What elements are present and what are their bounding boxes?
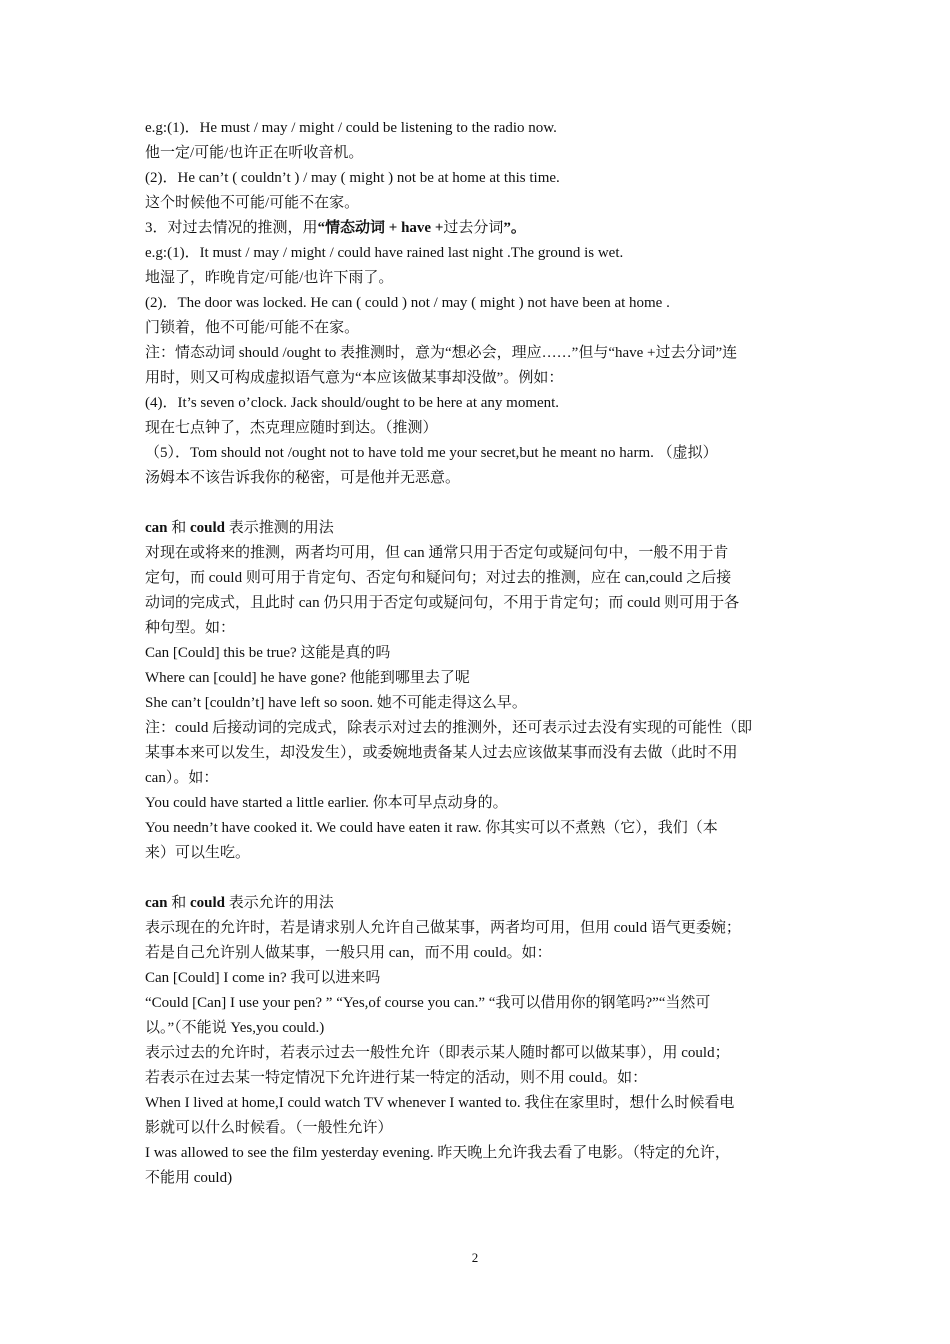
text-line: You could have started a little earlier. 你本可早点动身的。 (145, 795, 508, 811)
text-line: 动词的完成式，且此时 can 仍只用于否定句或疑问句，不用于肯定句；而 could 则可用于各 (145, 595, 740, 611)
point-3-heading (145, 216, 813, 241)
text-line: She can’t [couldn’t] have left so soon. 她不可能走得这么早。 (145, 695, 527, 711)
heading-and: 和 (167, 520, 191, 536)
text-line: 对现在或将来的推测，两者均可用，但 can 通常只用于否定句或疑问句中，一般不用于肯 (145, 545, 729, 561)
section-modal-present (145, 116, 813, 216)
heading-can: can (145, 895, 168, 911)
text-line: e.g:(1)．It must / may / might / could have rained last night .The ground is wet. (145, 245, 624, 261)
text-line: 汤姆本不该告诉我你的秘密，可是他并无恶意。 (145, 470, 461, 486)
text-line: 以。”（不能说 Yes,you could.) (145, 1020, 325, 1036)
text-line: 他一定/可能/也许正在听收音机。 (145, 145, 364, 161)
page-number: 2 (471, 1250, 479, 1265)
text-line: 若是自己允许别人做某事，一般只用 can，而不用 could。如： (145, 945, 552, 961)
text-line: Can [Could] I come in? 我可以进来吗 (145, 970, 381, 986)
text-line: 用时，则又可构成虚拟语气意为“本应该做某事却没做”。例如： (145, 370, 564, 386)
section-permission (145, 916, 813, 1191)
section-guess (145, 541, 813, 866)
text-line: 现在七点钟了，杰克理应随时到达。（推测） (145, 420, 438, 436)
text-line: 表示过去的允许时，若表示过去一般性允许（即表示某人随时都可以做某事），用 could； (145, 1045, 730, 1061)
point-3-close: ”。 (503, 220, 526, 236)
text-line: 若表示在过去某一特定情况下允许进行某一特定的活动，则不用 could。如： (145, 1070, 648, 1086)
paragraph-spacer (145, 491, 813, 516)
text-line: 种句型。如： (145, 620, 236, 636)
text-line: 注：情态动词 should /ought to 表推测时，意为“想必会，理应……”但与“have +过去分词”连 (145, 345, 738, 361)
text-line: 定句，而 could 则可用于肯定句、否定句和疑问句；对过去的推测，应在 can,could 之后接 (145, 570, 732, 586)
text-line: 来）可以生吃。 (145, 845, 251, 861)
text-line: 这个时候他不可能/可能不在家。 (145, 195, 360, 211)
text-line: 注：could 后接动词的完成式，除表示对过去的推测外，还可表示过去没有实现的可能性（即 (145, 720, 753, 736)
text-line: When I lived at home,I could watch TV whenever I wanted to. 我住在家里时，想什么时候看电 (145, 1095, 735, 1111)
paragraph-spacer (145, 866, 813, 891)
text-line: 门锁着，他不可能/可能不在家。 (145, 320, 360, 336)
text-line: 地湿了，昨晚肯定/可能/也许下雨了。 (145, 270, 394, 286)
heading-rest: 表示允许的用法 (225, 895, 334, 911)
text-line: I was allowed to see the film yesterday evening. 昨天晚上允许我去看了电影。（特定的允许， (145, 1145, 730, 1161)
heading-can: can (145, 520, 168, 536)
heading-and: 和 (167, 895, 191, 911)
text-line: Can [Could] this be true? 这能是真的吗 (145, 645, 391, 661)
text-line: 影就可以什么时候看。（一般性允许） (145, 1120, 393, 1136)
text-line: (2)．The door was locked. He can ( could ) not / may ( might ) not have been at home . (145, 295, 670, 311)
text-line: can）。如： (145, 770, 219, 786)
heading-rest: 表示推测的用法 (225, 520, 334, 536)
heading-can-could-guess (145, 516, 813, 541)
point-3-prefix: 3．对过去情况的推测，用 (145, 220, 318, 236)
page-content (145, 116, 813, 1191)
text-line: You needn’t have cooked it. We could have eaten it raw. 你其实可以不煮熟（它），我们（本 (145, 820, 718, 836)
point-3-formula: “情态动词 + have + (317, 220, 444, 236)
text-line: e.g:(1)．He must / may / might / could be listening to the radio now. (145, 120, 557, 136)
point-3-suffix: 过去分词 (443, 220, 504, 236)
text-line: 表示现在的允许时，若是请求别人允许自己做某事，两者均可用，但用 could 语气更委婉； (145, 920, 741, 936)
text-line: （5）．Tom should not /ought not to have told me your secret,but he meant no harm. （虚拟） (145, 445, 718, 461)
text-line: (2)．He can’t ( couldn’t ) / may ( might ) not be at home at this time. (145, 170, 560, 186)
text-line: (4)．It’s seven o’clock. Jack should/ought to be here at any moment. (145, 395, 560, 411)
text-line: “Could [Can] I use your pen? ” “Yes,of course you can.” “我可以借用你的钢笔吗?”“当然可 (145, 995, 711, 1011)
text-line: 某事本来可以发生，却没发生），或委婉地责备某人过去应该做某事而没有去做（此时不用 (145, 745, 738, 761)
heading-could: could (190, 895, 226, 911)
text-line: 不能用 could) (145, 1170, 233, 1186)
heading-could: could (190, 520, 226, 536)
text-line: Where can [could] he have gone? 他能到哪里去了呢 (145, 670, 470, 686)
heading-can-could-permission (145, 891, 813, 916)
section-modal-past (145, 241, 813, 491)
